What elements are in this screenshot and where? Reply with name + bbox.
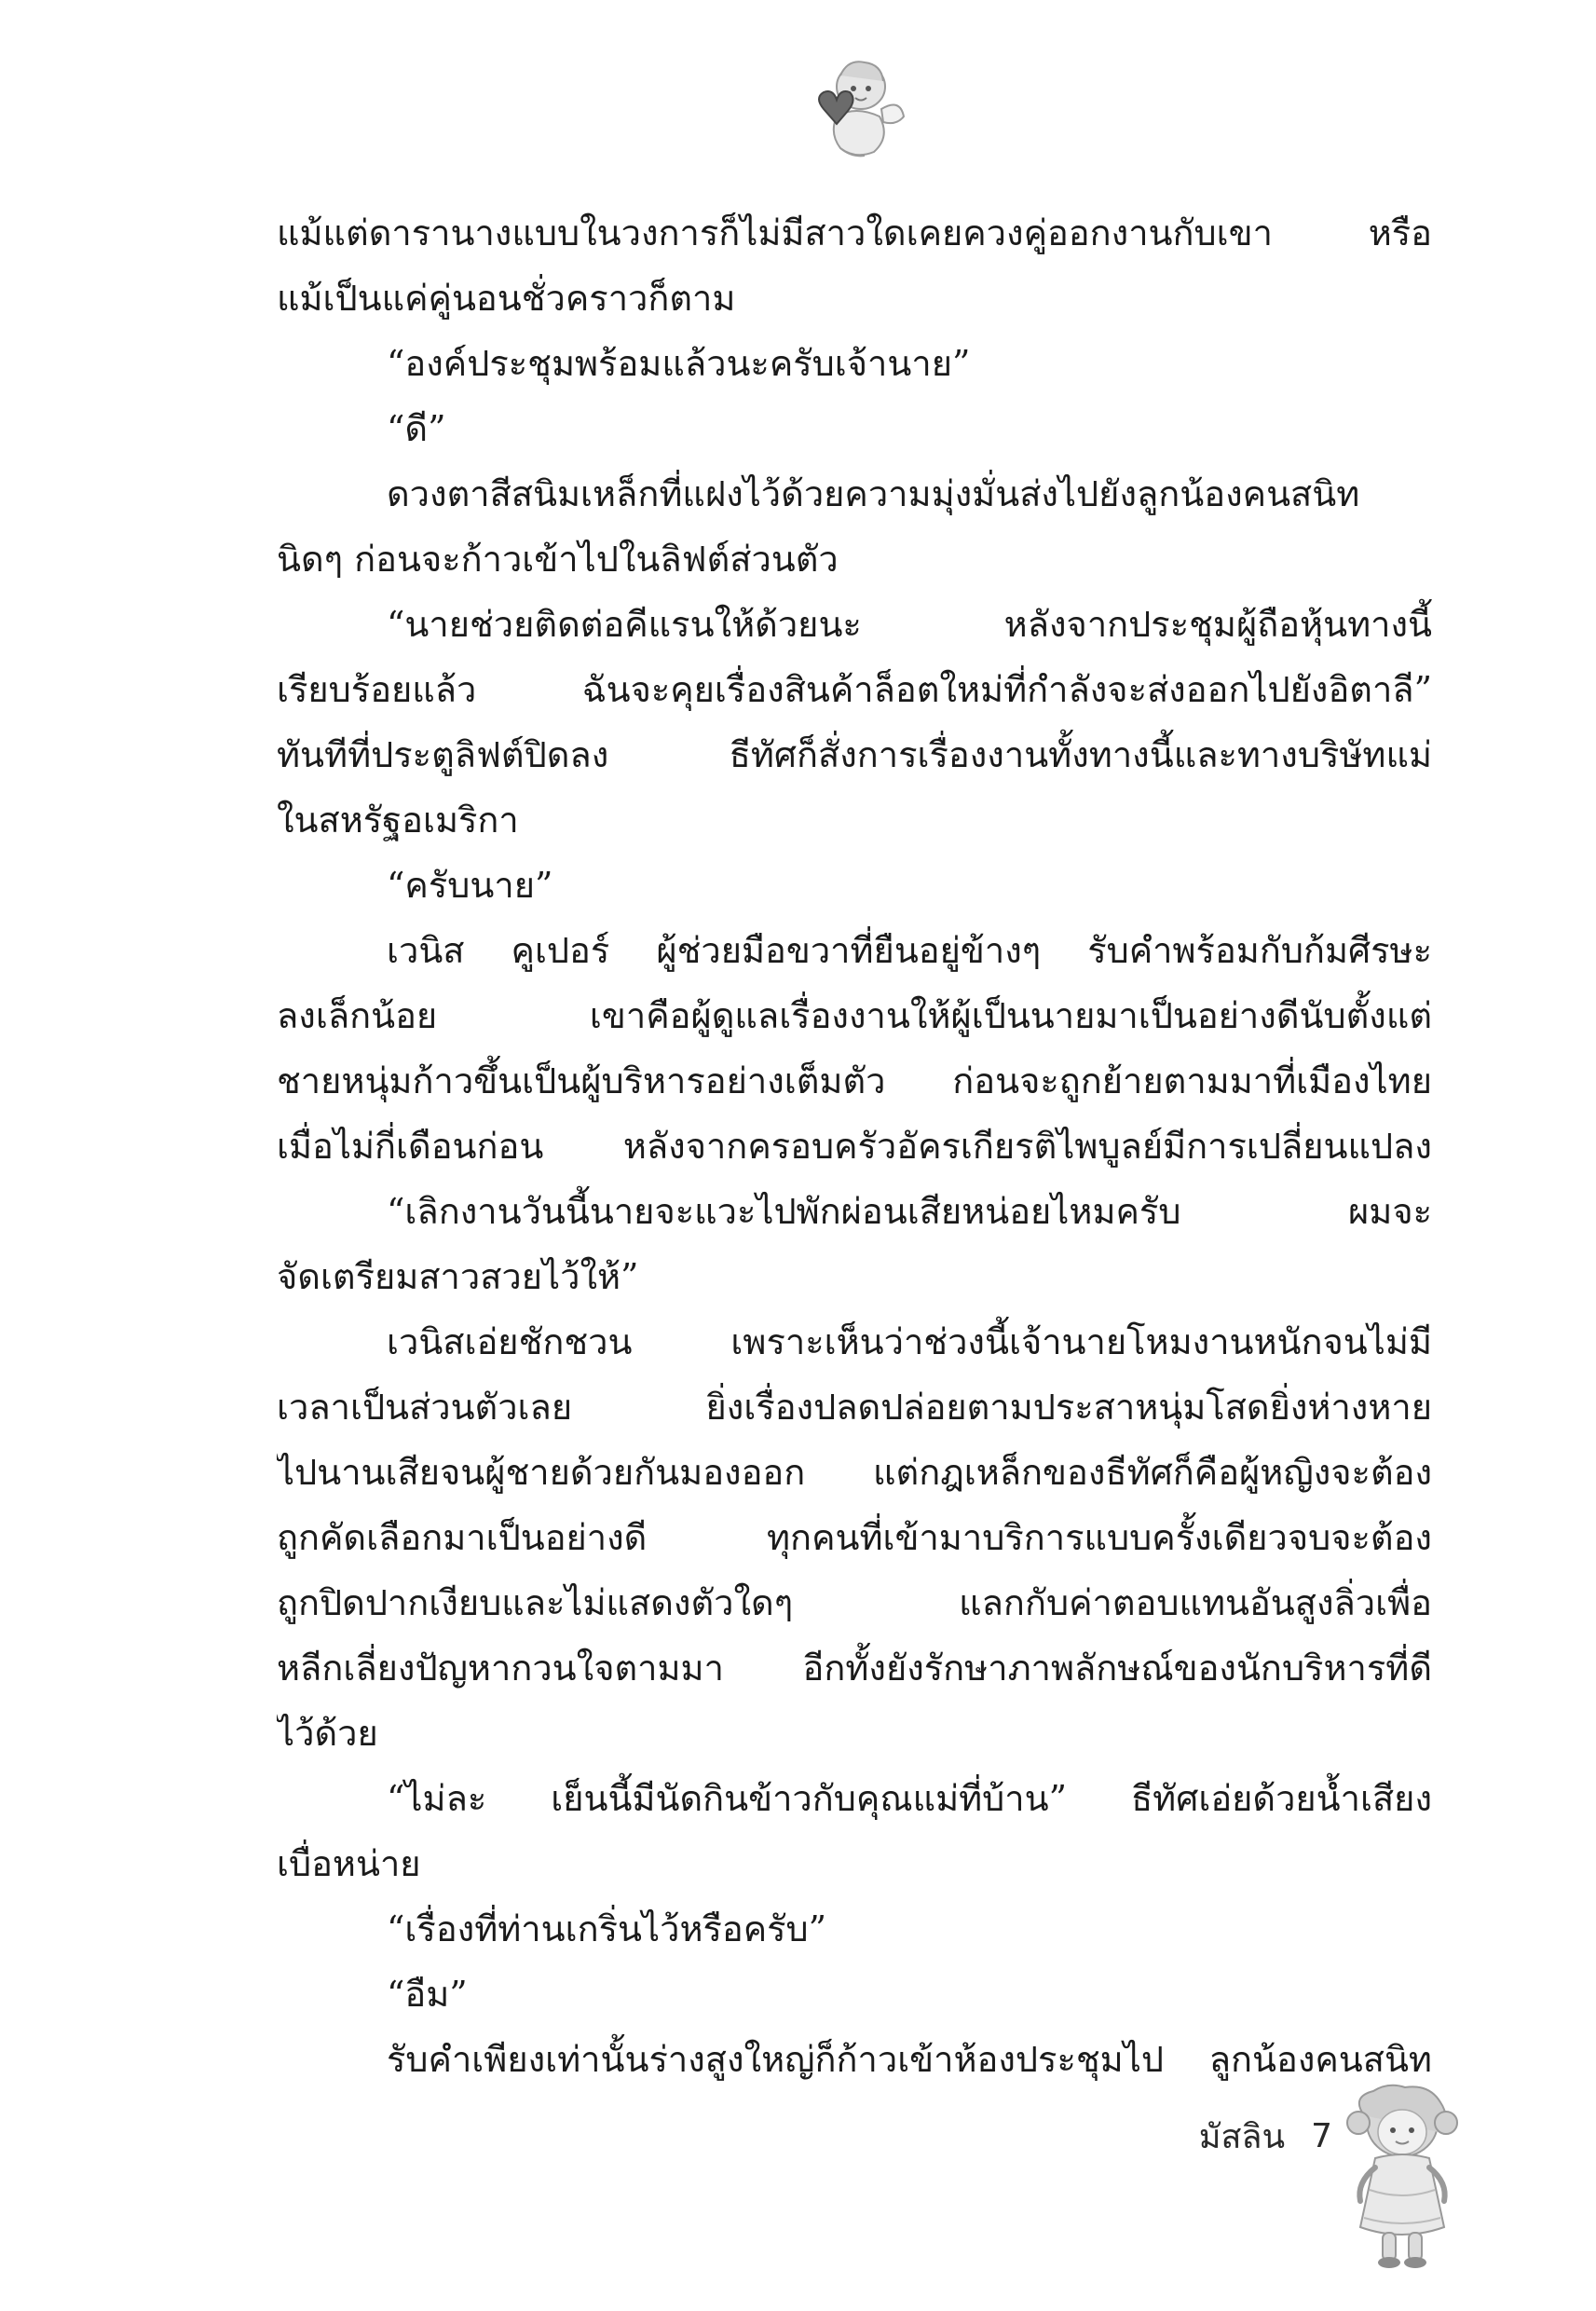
text-line: จัดเตรียมสาวสวยไว้ให้” [277,1256,639,1297]
text-line: เวลาเป็นส่วนตัวเลย ยิ่งเรื่องปลดปล่อยตามประสาหนุ่มโสดยิ่งห่างหาย [277,1387,1432,1428]
text-line: เวนิสเอ่ยชักชวน เพราะเห็นว่าช่วงนี้เจ้านายโหมงานหนักจนไม่มี [387,1321,1432,1362]
text-line: ถูกคัดเลือกมาเป็นอย่างดี ทุกคนที่เข้ามาบริการแบบครั้งเดียวจบจะต้อง [277,1517,1432,1558]
text-line: “เลิกงานวันนี้นายจะแวะไปพักผ่อนเสียหน่อยไหมครับ ผมจะ [387,1191,1432,1232]
text-line: แม้แต่ดารานางแบบในวงการก็ไม่มีสาวใดเคยควงคู่ออกงานกับเขา หรือ [277,212,1432,253]
text-line: “ไม่ละ เย็นนี้มีนัดกินข้าวกับคุณแม่ที่บ้าน” ธีทัศเอ่ยด้วยน้ำเสียง [387,1778,1432,1819]
text-line: “เรื่องที่ท่านเกริ่นไว้หรือครับ” [387,1908,827,1949]
text-line: ไปนานเสียจนผู้ชายด้วยกันมองออก แต่กฎเหล็กของธีทัศก็คือผู้หญิงจะต้อง [277,1452,1432,1493]
text-line: เบื่อหน่าย [277,1843,421,1884]
text-line: เวนิส คูเปอร์ ผู้ช่วยมือขวาที่ยืนอยู่ข้างๆ รับคำพร้อมกับก้มศีรษะ [387,930,1432,971]
page-number: 7 [1311,2116,1332,2155]
text-line: หลีกเลี่ยงปัญหากวนใจตามมา อีกทั้งยังรักษาภาพลักษณ์ของนักบริหารที่ดี [277,1648,1432,1689]
text-line: “องค์ประชุมพร้อมแล้วนะครับเจ้านาย” [387,343,971,384]
text-line: ไว้ด้วย [277,1713,378,1754]
text-line: นิดๆ ก่อนจะก้าวเข้าไปในลิฟต์ส่วนตัว [277,539,839,580]
text-line: ชายหนุ่มก้าวขึ้นเป็นผู้บริหารอย่างเต็มตัว ก่อนจะถูกย้ายตามมาที่เมืองไทย [277,1060,1432,1101]
text-line: รับคำเพียงเท่านั้นร่างสูงใหญ่ก็ก้าวเข้าห้องประชุมไป ลูกน้องคนสนิท [387,2039,1432,2080]
text-line: “ครับนาย” [387,865,553,906]
text-line: ดวงตาสีสนิมเหล็กที่แฝงไว้ด้วยความมุ่งมั่นส่งไปยังลูกน้องคนสนิท [387,473,1360,514]
text-line: ถูกปิดปากเงียบและไม่แสดงตัวใดๆ แลกกับค่าตอบแทนอันสูงลิ่วเพื่อ [277,1582,1432,1623]
text-line: ทันทีที่ประตูลิฟต์ปิดลง ธีทัศก็สั่งการเรื่องงานทั้งทางนี้และทางบริษัทแม่ [277,734,1432,775]
book-title: มัสลิน [1198,2117,1286,2156]
text-line: ลงเล็กน้อย เขาคือผู้ดูแลเรื่องงานให้ผู้เป็นนายมาเป็นอย่างดีนับตั้งแต่ [277,995,1432,1036]
text-line: เมื่อไม่กี่เดือนก่อน หลังจากครอบครัวอัครเกียรติไพบูลย์มีการเปลี่ยนแปลง [277,1126,1432,1167]
text-line: “นายช่วยติดต่อคีแรนให้ด้วยนะ หลังจากประชุมผู้ถือหุ้นทางนี้ [387,604,1432,645]
cherub-with-heart-icon [799,51,911,163]
text-line: “อืม” [387,1974,468,2015]
doll-icon [1332,2078,1472,2274]
text-line: แม้เป็นแค่คู่นอนชั่วคราวก็ตาม [277,278,736,319]
text-line: “ดี” [387,408,446,449]
body-text [277,200,1432,2092]
page-footer [1118,2108,1332,2164]
text-line: เรียบร้อยแล้ว ฉันจะคุยเรื่องสินค้าล็อตใหม่ที่กำลังจะส่งออกไปยังอิตาลี” [277,669,1432,710]
text-line: ในสหรัฐอเมริกา [277,800,519,841]
